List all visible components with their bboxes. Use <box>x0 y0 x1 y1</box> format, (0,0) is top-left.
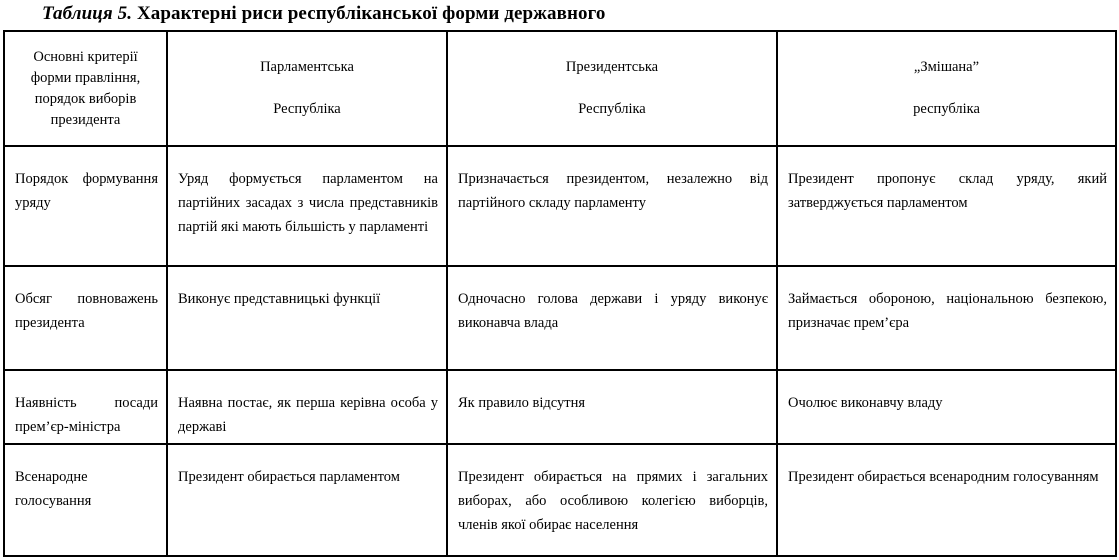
header-presidential-line1: Президентська <box>565 59 659 75</box>
table-caption <box>42 3 606 25</box>
header-mixed-line2: республіка <box>913 101 980 117</box>
table-row <box>4 370 1116 444</box>
table-row <box>4 146 1116 266</box>
cell-criterion: Всенародне голосування <box>4 444 167 556</box>
table-row <box>4 266 1116 370</box>
header-mixed <box>777 31 1116 146</box>
cell-criterion: Обсяг повноважень президента <box>4 266 167 370</box>
cell-mixed: Президент обирається всенародним голосуванням <box>777 444 1116 556</box>
cell-mixed: Президент пропонує склад уряду, який затверджується парламентом <box>777 146 1116 266</box>
header-parliamentary-line1: Парламентська <box>260 59 354 75</box>
table-caption-label: Таблиця 5. <box>42 3 133 24</box>
header-criteria-text: Основні критерії форми правління, порядок виборів президента <box>30 48 141 128</box>
table-row <box>4 444 1116 556</box>
cell-presidential: Як правило відсутня <box>447 370 777 444</box>
cell-criterion: Порядок формування уряду <box>4 146 167 266</box>
cell-parliamentary: Виконує представницькі функції <box>167 266 447 370</box>
cell-parliamentary: Наявна постає, як перша керівна особа у державі <box>167 370 447 444</box>
cell-mixed: Очолює виконавчу владу <box>777 370 1116 444</box>
cell-parliamentary: Президент обирається парламентом <box>167 444 447 556</box>
cell-presidential: Президент обирається на прямих і загальних виборах, або особливою колегією виборців, членів якої обирає населення <box>447 444 777 556</box>
cell-mixed: Займається обороною, національною безпекою, призначає прем’єра <box>777 266 1116 370</box>
cell-presidential: Одночасно голова держави і уряду виконує виконавча влада <box>447 266 777 370</box>
cell-criterion: Наявність посади прем’єр-міністра <box>4 370 167 444</box>
comparison-table <box>3 30 1117 557</box>
header-presidential-line2: Республіка <box>578 101 646 117</box>
table-header-row <box>4 31 1116 146</box>
header-parliamentary <box>167 31 447 146</box>
header-parliamentary-line2: Республіка <box>273 101 341 117</box>
header-mixed-line1: „Змішана” <box>913 59 980 75</box>
table-caption-text: Характерні риси республіканської форми державного <box>136 3 606 24</box>
header-criteria <box>4 31 167 146</box>
cell-parliamentary: Уряд формується парламентом на партійних засадах з числа представників партій які мають більшість у парламенті <box>167 146 447 266</box>
cell-presidential: Призначається президентом, незалежно від партійного складу парламенту <box>447 146 777 266</box>
header-presidential <box>447 31 777 146</box>
